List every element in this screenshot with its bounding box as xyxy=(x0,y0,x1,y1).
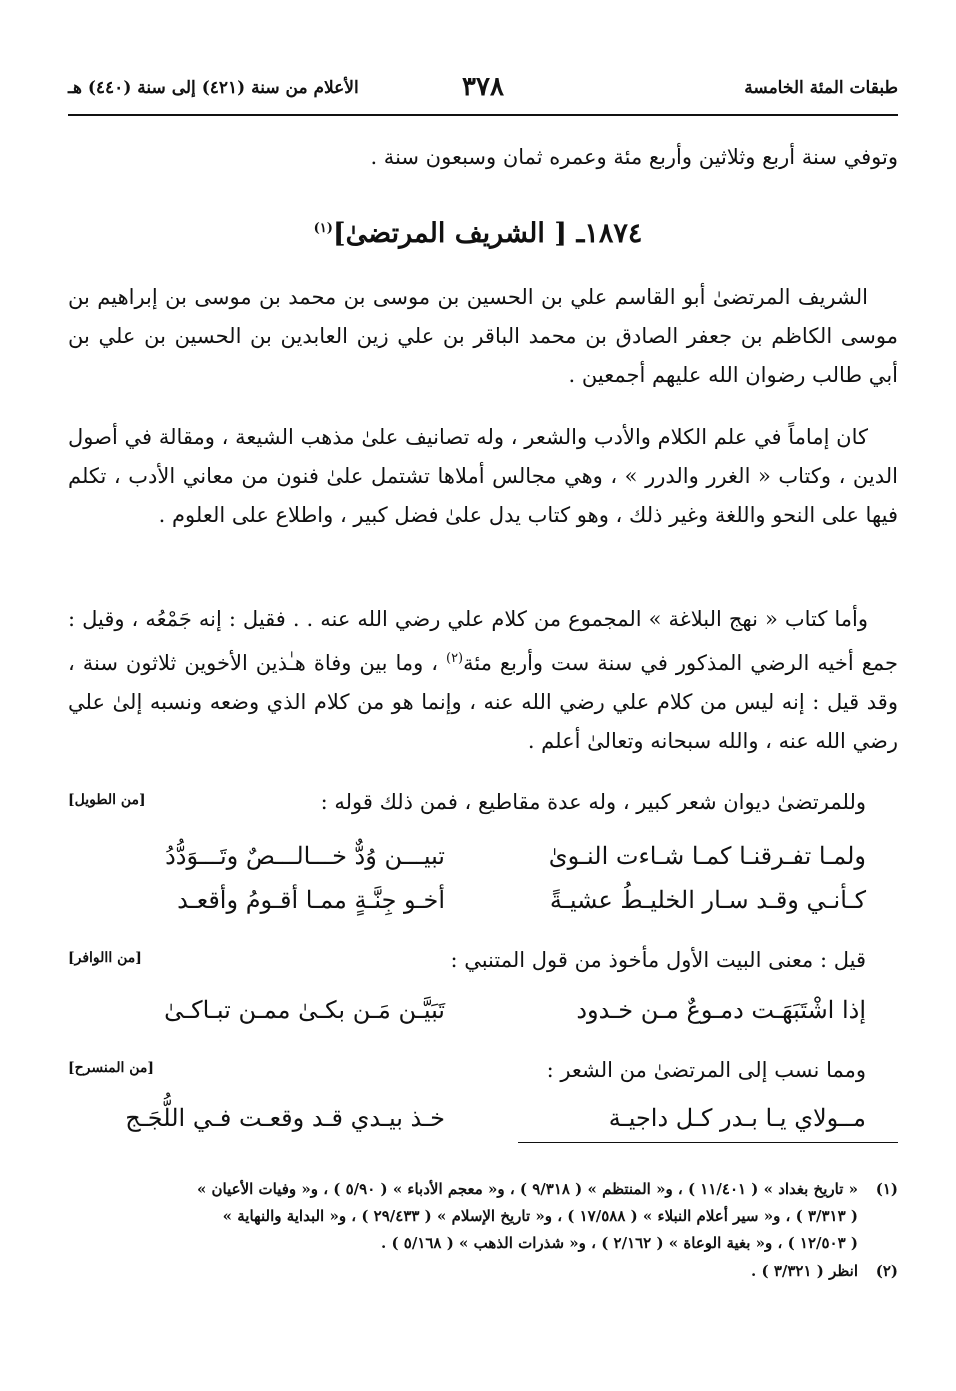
entry-title-text: ١٨٧٤ـ [ الشريف المرتضىٰ] xyxy=(332,218,643,249)
verse-3-first-hemistich: إذا اشْتَبَهَـت دمـوعٌ مـن خـدود xyxy=(576,996,866,1024)
header-range: الأعلام من سنة (٤٢١) إلى سنة (٤٤٠) هـ xyxy=(68,78,359,98)
footnote-2 xyxy=(68,1258,898,1285)
entry-title-footnote-ref: (١) xyxy=(313,221,333,236)
paragraph-nahj-b: ، وما بين وفاة هـٰذين الأخوين ثلاثون سنة ، وقد قيل : إنه ليس من كلام علي رضي الله عنه ، وإنما هو من كلام الذي وضعه ونسبه إلىٰ علي رضي الله عنه ، والله سبحانه وتعالىٰ أعلم . xyxy=(68,651,898,753)
meter-label-3: [من المنسرح] xyxy=(68,1060,155,1076)
verse-4-second-hemistich: خـذ بيـدي قـد وقعـت فـي اللُّجَـج xyxy=(125,1104,445,1132)
header-divider xyxy=(68,114,898,116)
poetry-intro-3: ومما نسب إلى المرتضىٰ من الشعر : xyxy=(546,1058,866,1082)
footnote-2-number: (٢) xyxy=(875,1262,898,1280)
footnote-divider xyxy=(518,1142,898,1143)
meter-label-2: [من االوافر] xyxy=(68,950,142,966)
page-number: ٣٧٨ xyxy=(462,72,504,102)
top-line: وتوفي سنة أربع وثلاثين وأربع مئة وعمره ثمان وسبعون سنة . xyxy=(370,145,898,169)
paragraph-works: كان إماماً في علم الكلام والأدب والشعر ، وله تصانيف علىٰ مذهب الشيعة ، ومقالة في أصول الدين ، وكتاب « الغرر والدرر » ، وهي مجالس أملاها تشتمل علىٰ فنون من معاني الأدب ، تكلم فيها على النحو واللغة وغير ذلك ، وهو كتاب يدل علىٰ فضل كبير ، واطلاع على العلوم . xyxy=(68,425,898,527)
paragraph-lineage: الشريف المرتضىٰ أبو القاسم علي بن الحسين بن موسى بن محمد بن موسى بن إبراهيم بن موسى الكاظم بن جعفر الصادق بن محمد الباقر بن علي زين العابدين بن الحسين بن علي بن أبي طالب رضوان الله عليهم أجمعين . xyxy=(68,285,898,387)
footnote-1-line-3: ( ١٢/٥٠٣ ) ، و« بغية الوعاة » ( ٢/١٦٢ ) ، و« شذرات الذهب » ( ٥/١٦٨ ) . xyxy=(381,1234,858,1252)
footnote-ref-2: (٢) xyxy=(445,651,464,666)
running-header xyxy=(68,72,898,108)
paragraph-nahj xyxy=(68,600,898,761)
footnote-1-number: (١) xyxy=(875,1180,898,1198)
paragraph-nahj-a: وأما كتاب « نهج البلاغة » المجموع من كلام علي رضي الله عنه . . فقيل : إنه جَمْعُه ، وقيل : جمع أخيه الرضي المذكور في سنة ست وأربع مئة xyxy=(68,607,898,675)
verse-1-second-hemistich: تبيـــن وُدٌّ خـــالـــصٌ وتَـــوَدُّدُ xyxy=(165,842,445,870)
meter-label-1: [من الطويل] xyxy=(68,792,146,808)
poetry-intro-1: وللمرتضىٰ ديوان شعر كبير ، وله عدة مقاطيع ، فمن ذلك قوله : xyxy=(320,790,866,814)
header-book-title: طبقات المئة الخامسة xyxy=(744,78,898,98)
footnote-1-line-2: ( ٣/٣١٣ ) ، و« سير أعلام النبلاء » ( ١٧/٥٨٨ ) ، و« تاريخ الإسلام » ( ٢٩/٤٣٣ ) ، و« البداية والنهاية » xyxy=(222,1207,858,1225)
verse-4-first-hemistich: مــولاي يـا بـدر كـل داجيـة xyxy=(608,1104,866,1132)
entry-title xyxy=(58,218,898,249)
verse-3-second-hemistich: تَبَيَّـن مَـن بكـىٰ ممـن تبـاكـىٰ xyxy=(164,996,445,1024)
verse-2-second-hemistich: أخـو جِنَّـةٍ ممـا أقـومُ وأقعـد xyxy=(177,886,445,914)
verse-2-first-hemistich: كـأنـي وقـد سـار الخليـطُ عشيـةً xyxy=(549,886,866,914)
poetry-intro-2: قيل : معنى البيت الأول مأخوذ من قول المتنبي : xyxy=(450,948,866,972)
footnote-1 xyxy=(68,1176,898,1257)
footnote-1-line-1 xyxy=(68,1176,898,1203)
verse-1-first-hemistich: ولمـا تفـرقنـا كمـا شـاءت النـوىٰ xyxy=(548,842,866,870)
footnote-2-text: انظر ( ٣/٣٢١ ) . xyxy=(751,1262,858,1280)
footnote-1-text-1: « تاريخ بغداد » ( ١١/٤٠١ ) ، و« المنتظم » ( ٩/٣١٨ ) ، و« معجم الأدباء » ( ٥/٩٠ ) ، و« وفيات الأعيان » xyxy=(196,1180,858,1198)
